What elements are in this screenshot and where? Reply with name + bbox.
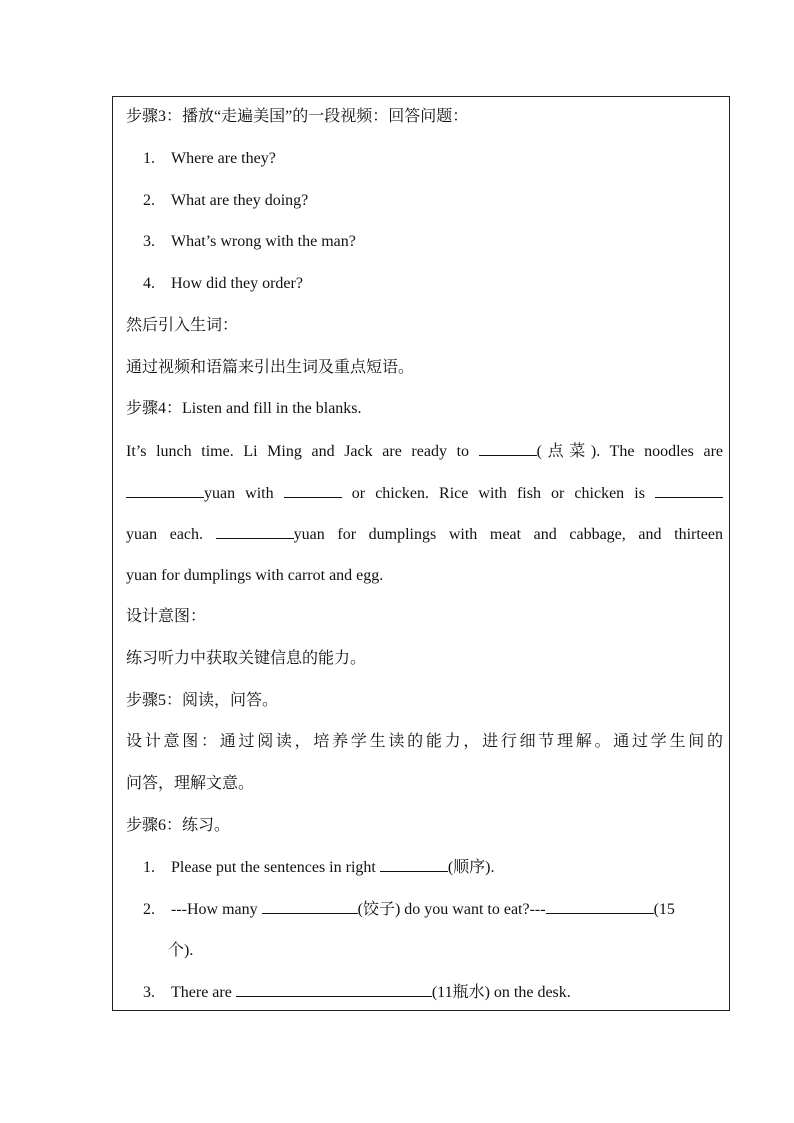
question-1 xyxy=(143,148,276,170)
exercise-2-continued: 个). xyxy=(168,942,194,959)
blank-fifteen[interactable] xyxy=(546,898,654,914)
question-text: How did they order? xyxy=(171,275,303,292)
blank-order[interactable] xyxy=(479,440,537,456)
design-intent-text: 练习听力中获取关键信息的能力。 xyxy=(126,650,367,667)
question-number: 3. xyxy=(143,233,155,250)
step4-heading: 步骤4：Listen and fill in the blanks. xyxy=(126,400,362,417)
step5-design-line-1: 设计意图：通过阅读，培养学生读的能力，进行细节理解。通过学生间的 xyxy=(126,733,723,750)
blank-dumpling-price[interactable] xyxy=(216,523,294,539)
exercise-number: 1. xyxy=(143,859,155,876)
blank-dumplings-word[interactable] xyxy=(262,898,358,914)
new-words-label: 然后引入生词： xyxy=(126,317,239,334)
new-words-intro: 通过视频和语篇来引出生词及重点短语。 xyxy=(126,359,415,376)
blank-rice-price[interactable] xyxy=(655,482,723,498)
blank-order-word[interactable] xyxy=(380,856,448,872)
question-number: 2. xyxy=(143,192,155,209)
question-2 xyxy=(143,190,308,212)
passage-line-1: It’s lunch time. Li Ming and Jack are ready to (点菜). The noodles are xyxy=(126,440,723,463)
blank-noodle-price[interactable] xyxy=(126,482,204,498)
blank-noodle-type[interactable] xyxy=(284,482,342,498)
question-text: What’s wrong with the man? xyxy=(171,233,356,250)
question-3 xyxy=(143,231,356,253)
question-text: Where are they? xyxy=(171,150,276,167)
passage-line-2: yuan with or chicken. Rice with fish or chicken is xyxy=(126,482,723,505)
question-text: What are they doing? xyxy=(171,192,309,209)
passage-line-3: yuan each. yuan for dumplings with meat and cabbage, and thirteen xyxy=(126,523,723,546)
step5-heading: 步骤5：阅读，问答。 xyxy=(126,692,279,709)
question-number: 4. xyxy=(143,275,155,292)
step6-heading: 步骤6：练习。 xyxy=(126,817,231,834)
design-intent-label: 设计意图： xyxy=(126,608,207,625)
step5-design-line-2: 问答，理解文意。 xyxy=(126,775,255,792)
step3-heading: 步骤3：播放“走遍美国”的一段视频：回答问题： xyxy=(126,108,469,125)
exercise-number: 3. xyxy=(143,984,155,1001)
passage-line-4: yuan for dumplings with carrot and egg. xyxy=(126,567,384,584)
blank-eleven-bottles[interactable] xyxy=(236,981,432,997)
question-number: 1. xyxy=(143,150,155,167)
exercise-1: 1. Please put the sentences in right (顺序). xyxy=(143,856,495,879)
exercise-3: 3. There are (11瓶水) on the desk. xyxy=(143,981,571,1004)
exercise-2: 2. ---How many (饺子) do you want to eat?--- (15 xyxy=(143,898,675,921)
question-4 xyxy=(143,273,303,295)
exercise-number: 2. xyxy=(143,901,155,918)
